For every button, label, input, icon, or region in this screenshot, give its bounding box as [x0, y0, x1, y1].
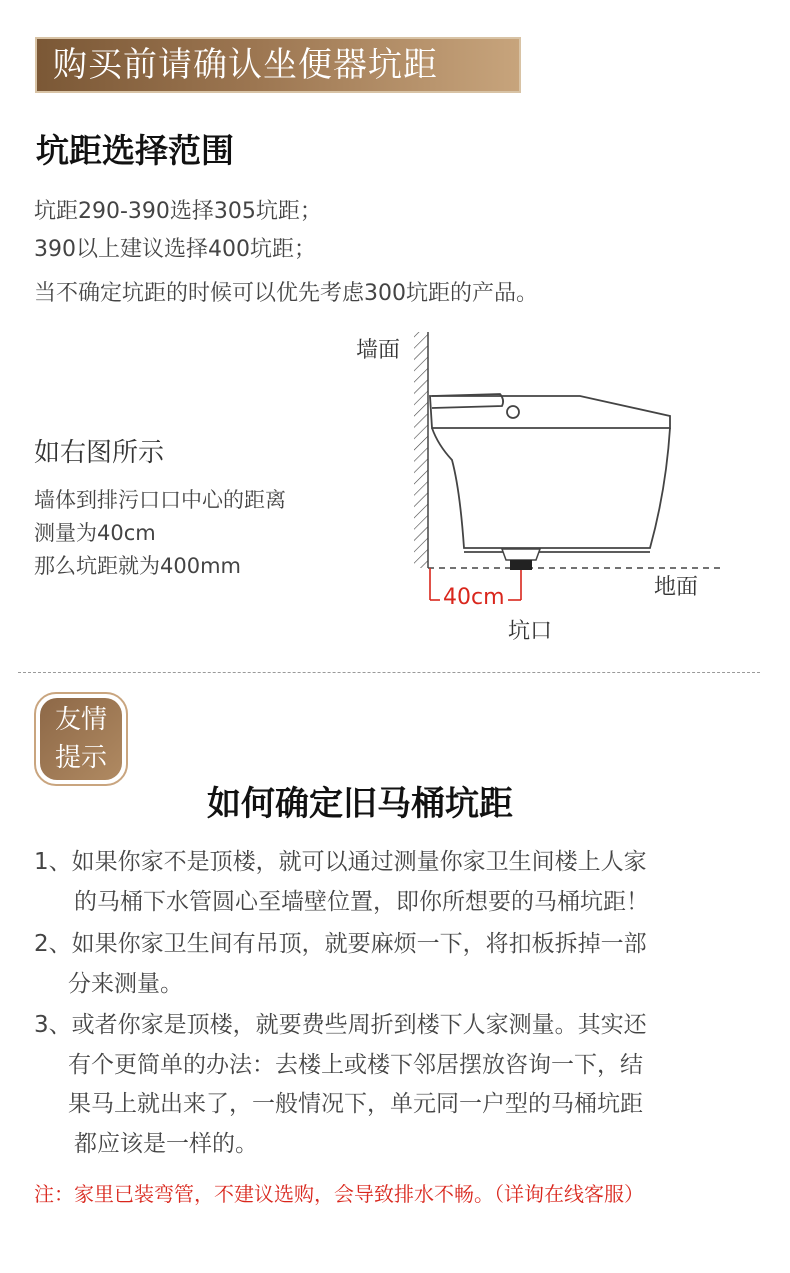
tip-badge — [34, 692, 128, 786]
wall-hatch — [414, 332, 428, 568]
floor-label: 地面 — [654, 575, 699, 600]
tip-item-1-line-2: 的马桶下水管圆心至墙壁位置，即你所想要的马桶坑距！ — [74, 889, 649, 915]
section-divider — [18, 672, 760, 673]
wall-label: 墙面 — [356, 338, 401, 363]
example-line-1: 墙体到排污口口中心的距离 — [34, 488, 286, 512]
tip-item-3-line-4: 都应该是一样的。 — [74, 1131, 258, 1157]
range-line-3: 当不确定坑距的时候可以优先考虑300坑距的产品。 — [34, 281, 538, 306]
tip-item-3-line-3: 果马上就出来了，一般情况下，单元同一户型的马桶坑距 — [68, 1091, 643, 1117]
tip-item-2-line-1: 2、如果你家卫生间有吊顶，就要麻烦一下，将扣板拆掉一部 — [34, 931, 647, 957]
warning-note: 注：家里已装弯管，不建议选购，会导致排水不畅。（详询在线客服） — [34, 1182, 644, 1206]
drain-outlet-icon — [502, 549, 540, 570]
tip-item-2-line-2: 分来测量。 — [68, 971, 183, 997]
tip-badge-line-2: 提示 — [54, 743, 107, 773]
tip-item-1-line-1: 1、如果你家不是顶楼，就可以通过测量你家卫生间楼上人家 — [34, 849, 647, 875]
header-banner: 购买前请确认坐便器坑距 — [35, 37, 521, 93]
outlet-label: 坑口 — [508, 619, 553, 644]
tip-item-3-line-1: 3、或者你家是顶楼，就要费些周折到楼下人家测量。其实还 — [34, 1012, 647, 1038]
toilet-icon — [430, 394, 670, 552]
toilet-diagram — [340, 320, 740, 650]
tip-item-3-line-2: 有个更简单的办法：去楼上或楼下邻居摆放咨询一下，结 — [68, 1052, 643, 1078]
tip-heading: 如何确定旧马桶坑距 — [207, 784, 513, 824]
tip-badge-line-1: 友情 — [54, 705, 107, 735]
example-line-3: 那么坑距就为400mm — [34, 554, 241, 578]
example-line-2: 测量为40cm — [34, 521, 156, 545]
range-line-1: 坑距290-390选择305坑距； — [34, 199, 322, 224]
range-heading: 坑距选择范围 — [36, 131, 234, 170]
range-line-2: 390以上建议选择400坑距； — [34, 237, 316, 262]
distance-label: 40cm — [443, 585, 505, 610]
example-heading: 如右图所示 — [34, 438, 165, 468]
